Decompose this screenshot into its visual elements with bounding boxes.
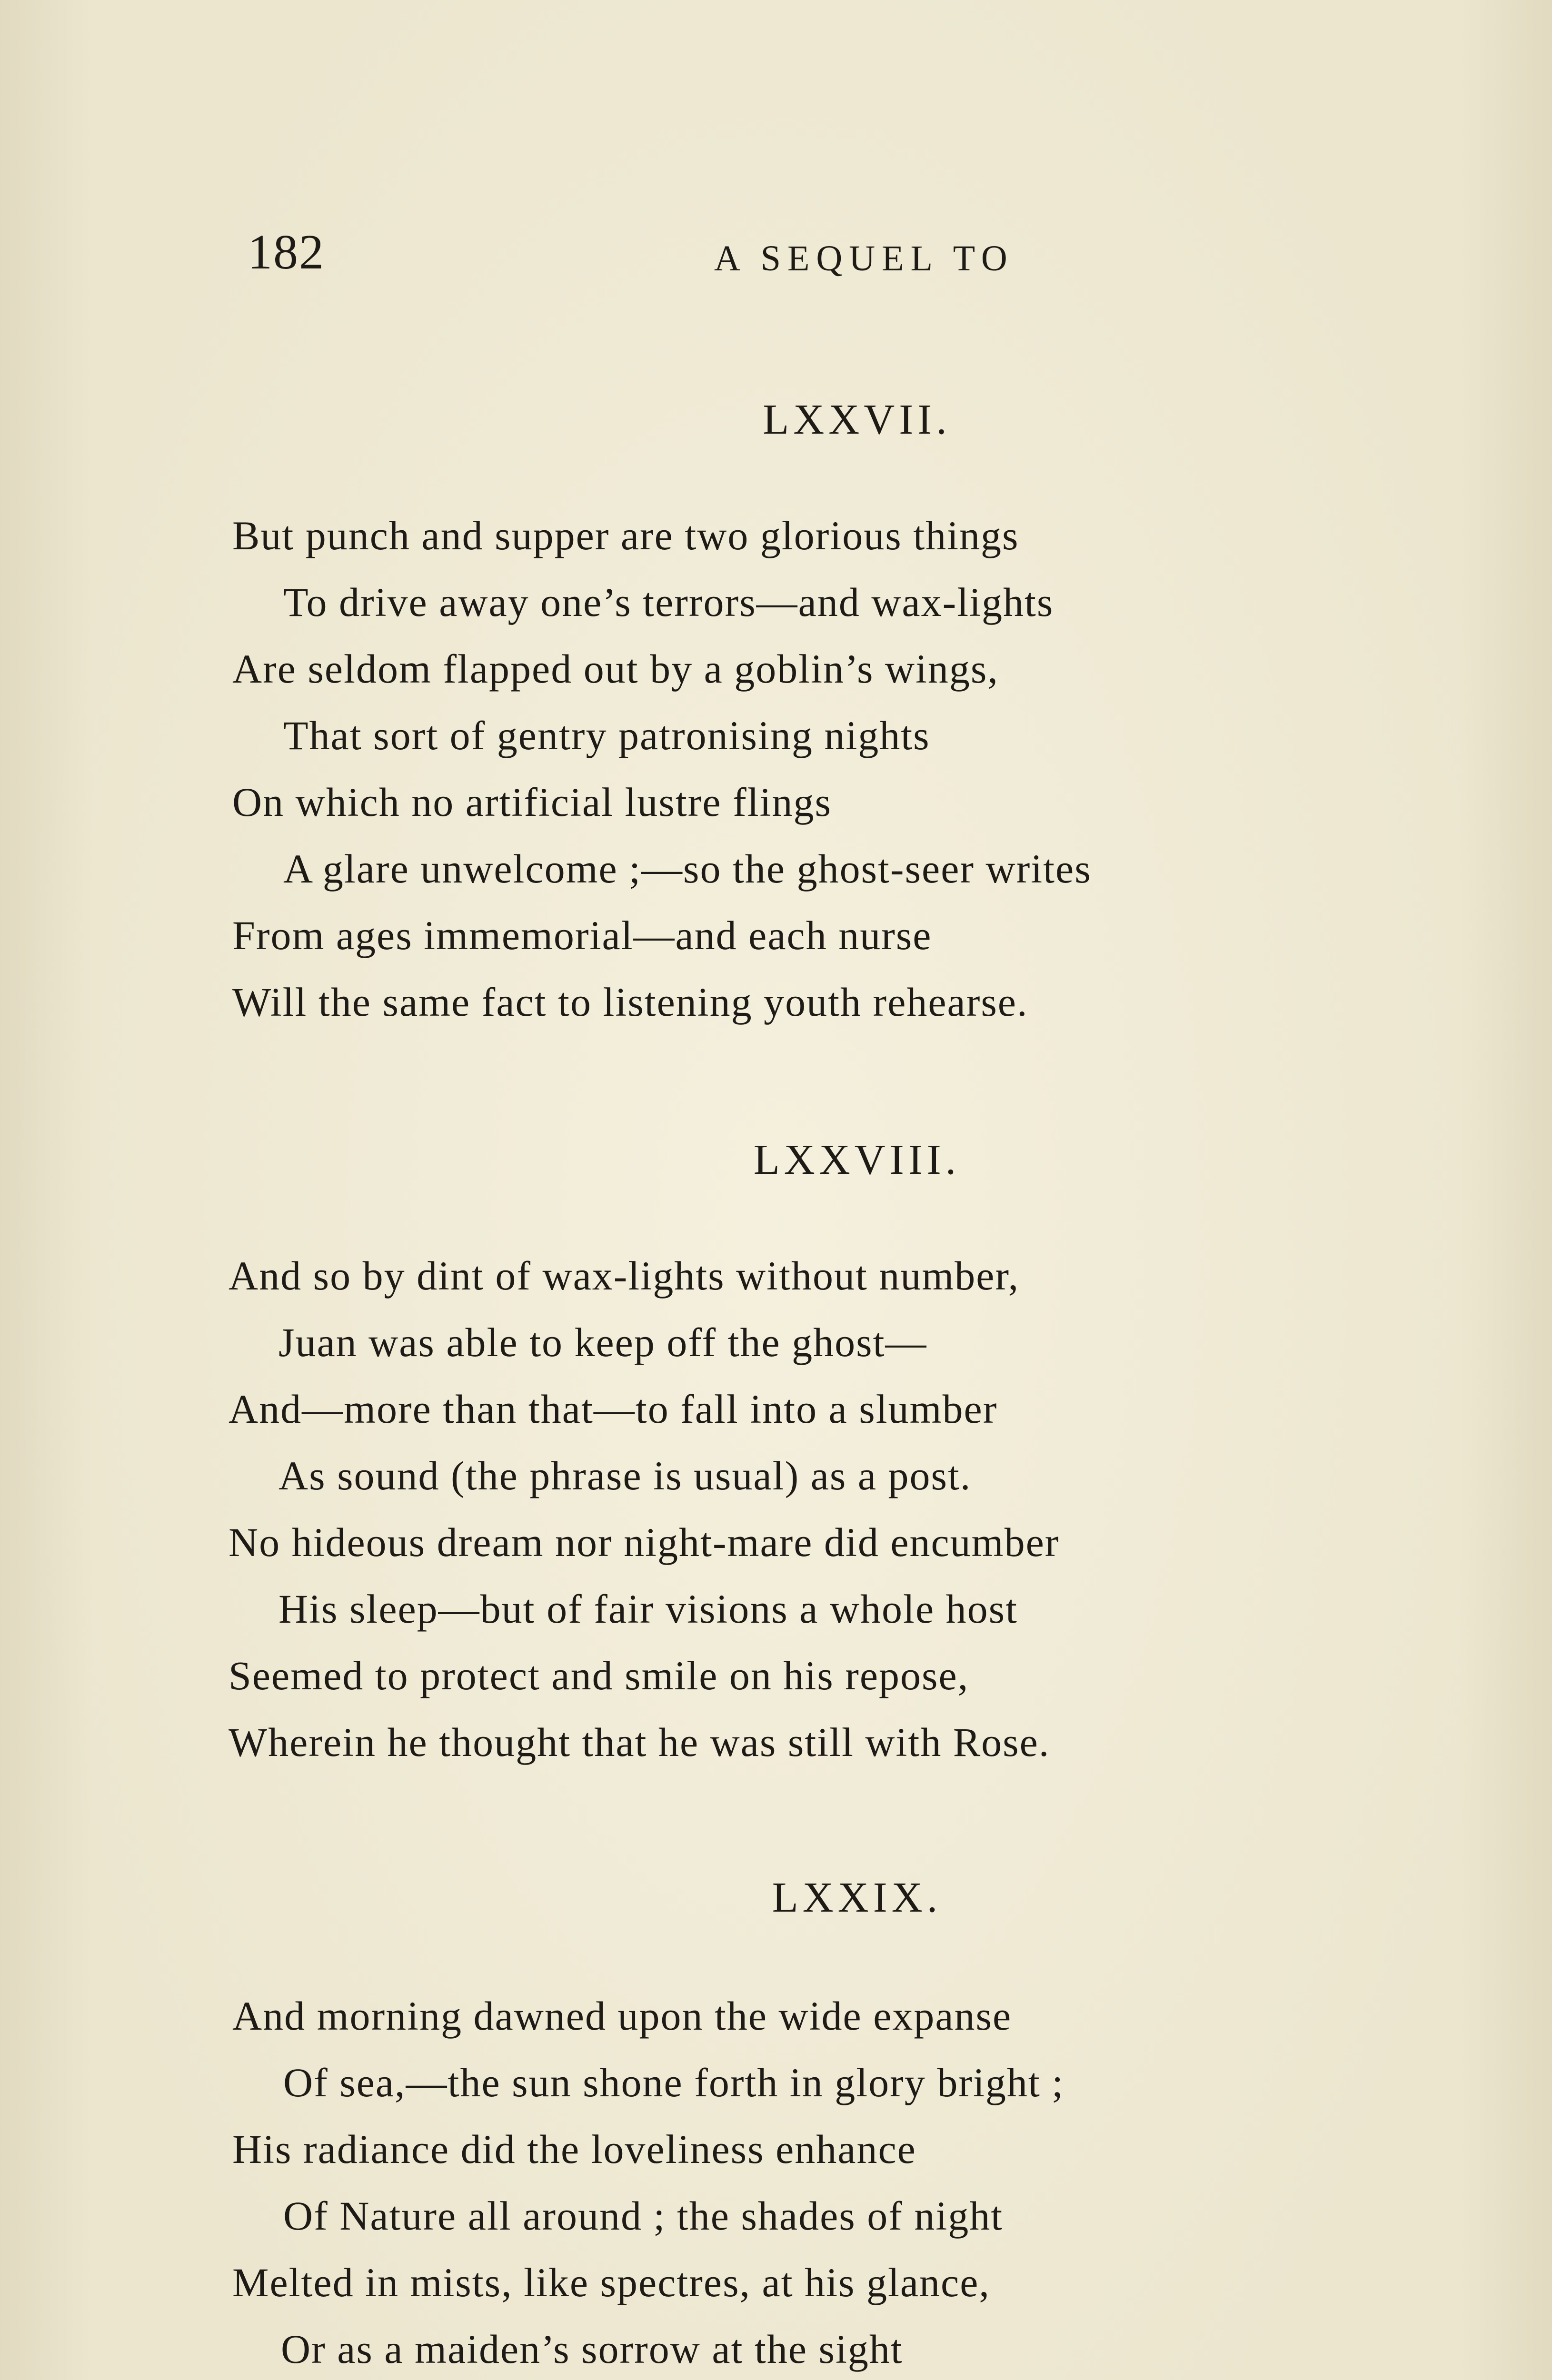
- verse-line: No hideous dream nor night-mare did encumber: [229, 1519, 1060, 1565]
- verse-line: Are seldom flapped out by a goblin’s wings,: [232, 646, 999, 692]
- verse-line: Melted in mists, like spectres, at his glance,: [232, 2260, 990, 2305]
- verse-line: Will the same fact to listening youth rehearse.: [232, 979, 1028, 1025]
- verse-line: His radiance did the loveliness enhance: [232, 2126, 916, 2172]
- verse-line: From ages immemorial—and each nurse: [232, 912, 932, 958]
- page-number: 182: [248, 225, 325, 279]
- verse-line: Or as a maiden’s sorrow at the sight: [281, 2326, 903, 2372]
- verse-line: And morning dawned upon the wide expanse: [232, 1993, 1012, 2039]
- stanza-heading: LXXVII.: [763, 396, 951, 443]
- running-title: A SEQUEL TO: [714, 238, 1014, 278]
- verse-line: A glare unwelcome ;—so the ghost-seer writes: [283, 846, 1092, 892]
- verse-line: Of sea,—the sun shone forth in glory bright ;: [283, 2060, 1065, 2105]
- verse-line: But punch and supper are two glorious things: [232, 513, 1019, 558]
- verse-line: Wherein he thought that he was still with Rose.: [229, 1719, 1050, 1765]
- verse-line: Of Nature all around ; the shades of night: [283, 2193, 1004, 2239]
- verse-line: As sound (the phrase is usual) as a post.: [279, 1453, 972, 1498]
- verse-line: On which no artificial lustre flings: [232, 779, 832, 825]
- stanza-heading: LXXVIII.: [753, 1136, 961, 1183]
- verse-line: To drive away one’s terrors—and wax-lights: [283, 579, 1054, 625]
- verse-line: Seemed to protect and smile on his repose,: [229, 1653, 969, 1698]
- verse-line: And so by dint of wax-lights without number,: [229, 1253, 1020, 1299]
- verse-line: That sort of gentry patronising nights: [283, 713, 930, 758]
- verse-line: Juan was able to keep off the ghost—: [279, 1319, 927, 1365]
- verse-line: His sleep—but of fair visions a whole host: [279, 1586, 1018, 1632]
- verse-line: And—more than that—to fall into a slumber: [229, 1386, 998, 1432]
- stanza-heading: LXXIX.: [772, 1874, 942, 1921]
